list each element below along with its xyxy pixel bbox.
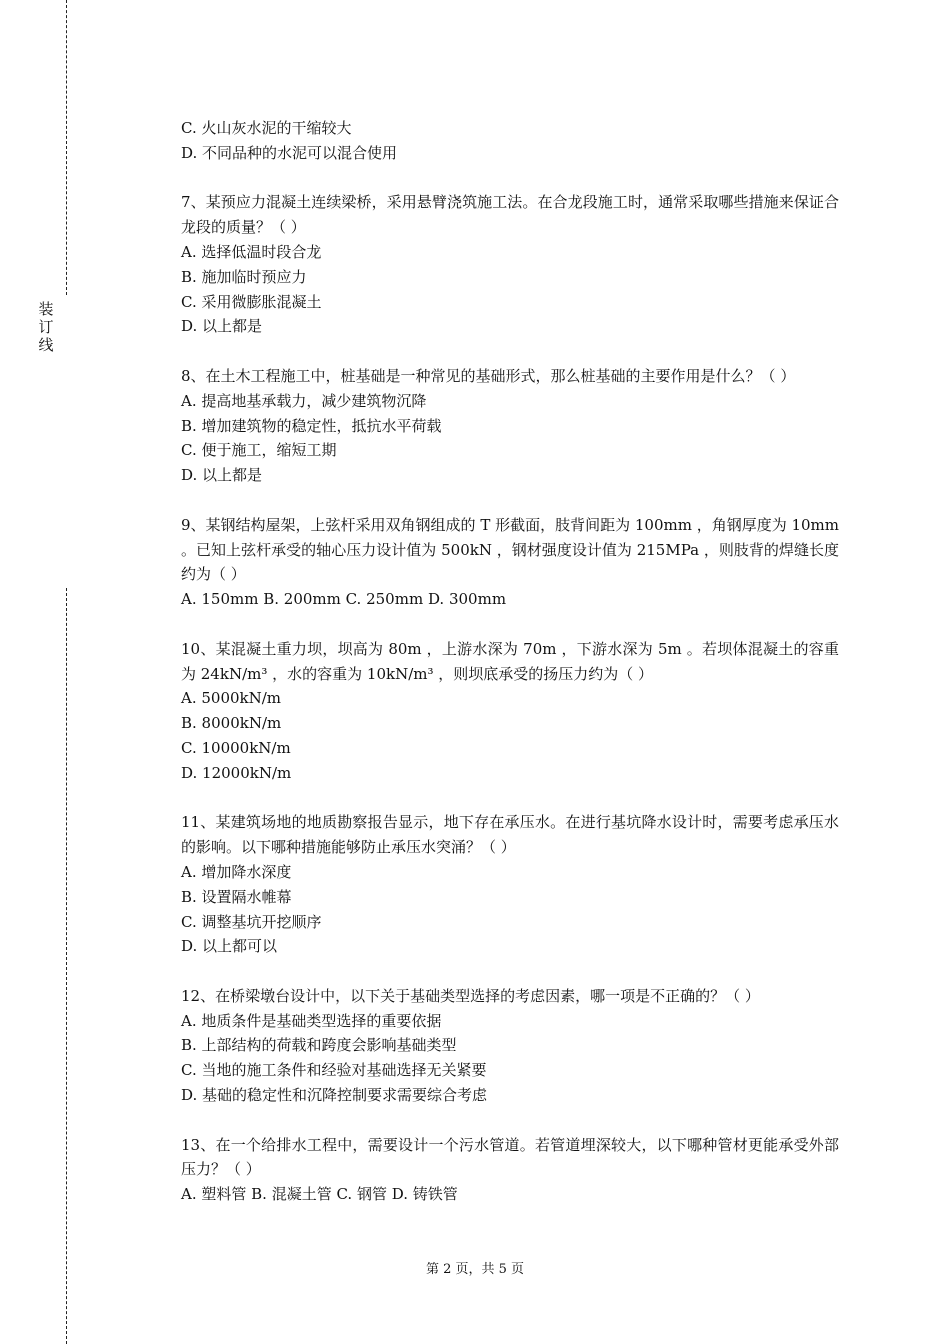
option-d: D. 以上都是	[181, 317, 263, 336]
binding-line-top	[66, 0, 67, 295]
option-b: B. 设置隔水帷幕	[181, 887, 292, 906]
option-d: D. 12000kN/m	[181, 763, 292, 782]
question-8	[181, 364, 839, 488]
question-6-continued	[181, 116, 839, 166]
question-stem: 10、某混凝土重力坝，坝高为 80m ，上游水深为 70m ，下游水深为 5m 。若坝体混凝土的容重为 24kN/m³ ，水的容重为 10kN/m³ ，则坝底承受的扬压力约为（ ）	[181, 639, 839, 683]
option-a: A. 提高地基承载力，减少建筑物沉降	[181, 391, 427, 410]
exam-content	[181, 116, 839, 1207]
question-stem: 12、在桥梁墩台设计中，以下关于基础类型选择的考虑因素，哪一项是不正确的？（ ）	[181, 986, 760, 1005]
option-c: C. 便于施工，缩短工期	[181, 441, 337, 460]
question-stem: 8、在土木工程施工中，桩基础是一种常见的基础形式，那么桩基础的主要作用是什么？（ ）	[181, 366, 796, 385]
option-b: B. 增加建筑物的稳定性，抵抗水平荷载	[181, 416, 442, 435]
option-c: C. 火山灰水泥的干缩较大	[181, 119, 352, 137]
option-b: B. 8000kN/m	[181, 714, 282, 733]
question-stem: 11、某建筑场地的地质勘察报告显示，地下存在承压水。在进行基坑降水设计时，需要考虑承压水的影响。以下哪种措施能够防止承压水突涌？（ ）	[181, 813, 839, 857]
option-c: C. 当地的施工条件和经验对基础选择无关紧要	[181, 1061, 487, 1080]
option-d: D. 基础的稳定性和沉降控制要求需要综合考虑	[181, 1086, 488, 1105]
question-13	[181, 1133, 839, 1207]
question-12	[181, 984, 839, 1108]
option-a: A. 增加降水深度	[181, 862, 292, 881]
question-stem: 9、某钢结构屋架，上弦杆采用双角钢组成的 T 形截面，肢背间距为 100mm ，角钢厚度为 10mm 。已知上弦杆承受的轴心压力设计值为 500kN ，钢材强度设计值为 215MPa ，则肢背的焊缝长度约为（ ）	[181, 515, 840, 584]
question-7	[181, 190, 839, 339]
option-c: C. 调整基坑开挖顺序	[181, 912, 322, 931]
question-stem: 7、某预应力混凝土连续梁桥，采用悬臂浇筑施工法。在合龙段施工时，通常采取哪些措施来保证合龙段的质量？（ ）	[181, 193, 839, 237]
option-d: D. 以上都可以	[181, 937, 278, 956]
option-d: D. 以上都是	[181, 466, 263, 485]
question-9	[181, 513, 839, 612]
option-a: A. 地质条件是基础类型选择的重要依据	[181, 1011, 442, 1030]
option-b: B. 施加临时预应力	[181, 267, 307, 286]
question-stem: 13、在一个给排水工程中，需要设计一个污水管道。若管道埋深较大，以下哪种管材更能承受外部压力？（ ）	[181, 1135, 839, 1179]
option-c: C. 10000kN/m	[181, 738, 291, 757]
question-10	[181, 637, 839, 786]
binding-label: 装 订 线	[38, 300, 54, 354]
question-11	[181, 810, 839, 959]
options-inline: A. 150mm B. 200mm C. 250mm D. 300mm	[181, 590, 507, 609]
option-c: C. 采用微膨胀混凝土	[181, 292, 322, 311]
page-footer: 第 2 页，共 5 页	[425, 1262, 525, 1277]
options-inline: A. 塑料管 B. 混凝土管 C. 钢管 D. 铸铁管	[181, 1185, 458, 1204]
binding-line-bottom	[66, 588, 67, 1344]
option-d: D. 不同品种的水泥可以混合使用	[181, 143, 398, 162]
option-a: A. 选择低温时段合龙	[181, 242, 322, 261]
option-b: B. 上部结构的荷载和跨度会影响基础类型	[181, 1036, 457, 1055]
option-a: A. 5000kN/m	[181, 689, 282, 708]
